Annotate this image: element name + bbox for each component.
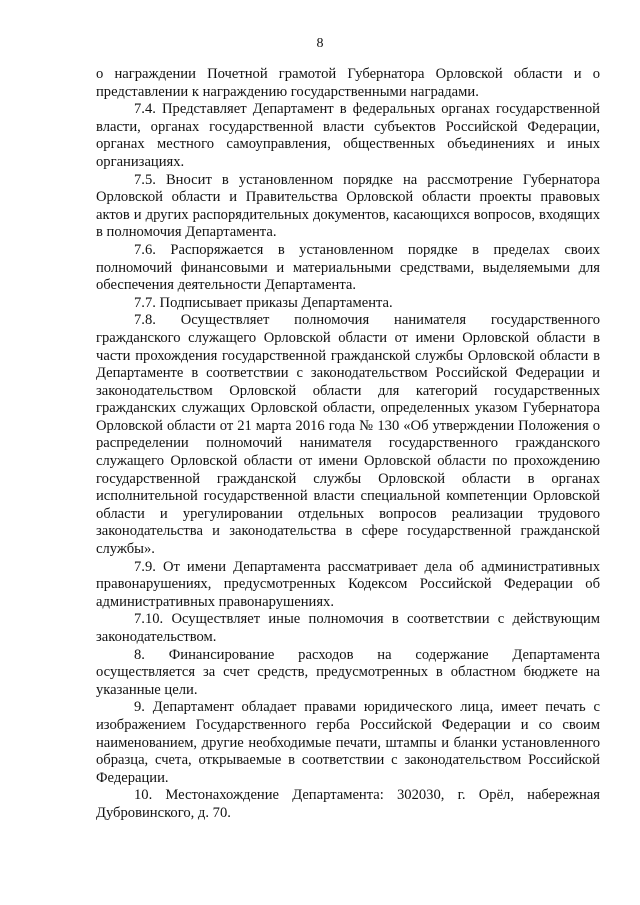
document-body <box>96 66 600 823</box>
paragraph-7-8: 7.8. Осуществляет полномочия нанимателя государственного гражданского служащего Орловской области от имени Орловской области в части прохождения государственной гражданской службы Орловской области в Департаменте в соответствии с законодательством Российской Федерации и законодательством Орловской области для категорий государственных гражданских служащих Орловской области, определенных указом Губернатора Орловской области от 21 марта 2016 года № 130 «Об утверждении Положения о распределении полномочий нанимателя государственного гражданского служащего Орловской области от имени Орловской области по прохождению государственной гражданской службы Орловской области в органах исполнительной государственной власти специальной компетенции Орловской области и урегулировании отдельных вопросов реализации трудового законодательства и законодательства в сфере государственной гражданской службы». <box>96 312 600 558</box>
paragraph-continuation: о награждении Почетной грамотой Губернатора Орловской области и о представлении к награждению государственными наградами. <box>96 66 600 100</box>
paragraph-9: 9. Департамент обладает правами юридического лица, имеет печать с изображением Государственного герба Российской Федерации и со своим наименованием, другие необходимые печати, штампы и бланки установленного образца, счета, открываемые в соответствии с законодательством Российской Федерации. <box>96 699 600 786</box>
paragraph-8: 8. Финансирование расходов на содержание Департамента осуществляется за счет средств, предусмотренных в областном бюджете на указанные цели. <box>96 646 600 698</box>
paragraph-7-5: 7.5. Вносит в установленном порядке на рассмотрение Губернатора Орловской области и Правительства Орловской области проекты правовых актов и других распорядительных документов, касающихся вопросов, входящих в полномочия Департамента. <box>96 171 600 241</box>
paragraph-7-4: 7.4. Представляет Департамент в федеральных органах государственной власти, органах государственной власти субъектов Российской Федерации, органах местного самоуправления, общественных объединениях и иных организациях. <box>96 101 600 170</box>
paragraph-10: 10. Местонахождение Департамента: 302030, г. Орёл, набережная Дубровинского, д. 70. <box>96 787 600 821</box>
paragraph-7-9: 7.9. От имени Департамента рассматривает дела об административных правонарушениях, предусмотренных Кодексом Российской Федерации об административных правонарушениях. <box>96 558 600 610</box>
paragraph-7-10: 7.10. Осуществляет иные полномочия в соответствии с действующим законодательством. <box>96 611 600 645</box>
paragraph-7-7: 7.7. Подписывает приказы Департамента. <box>134 294 393 311</box>
paragraph-7-6: 7.6. Распоряжается в установленном порядке в пределах своих полномочий финансовыми и материальными средствами, выделяемыми для обеспечения деятельности Департамента. <box>96 241 600 294</box>
page-number: 8 <box>316 36 324 51</box>
